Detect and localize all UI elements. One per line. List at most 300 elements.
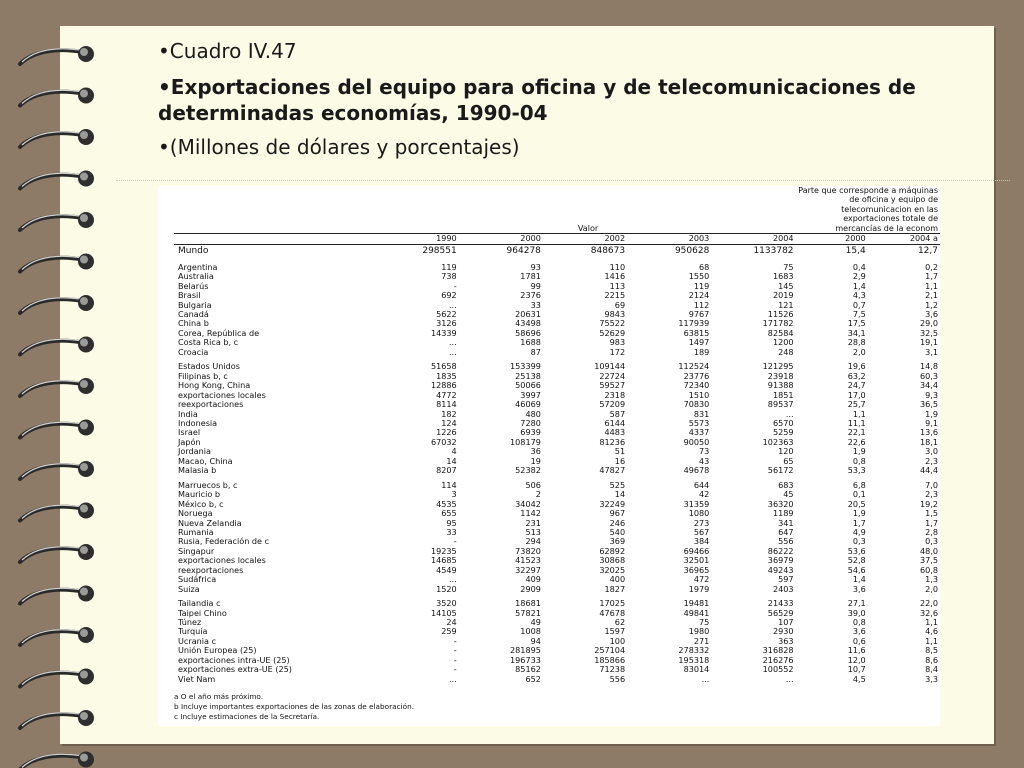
table-cell: 56172 (767, 466, 794, 476)
table-cell: 1688 (520, 338, 541, 348)
table-cell: 14,8 (919, 362, 938, 372)
table-cell: 19,6 (847, 362, 866, 372)
table-cell: 3997 (520, 390, 541, 400)
table-cell: 14685 (430, 556, 457, 566)
table-cell: 9767 (688, 309, 710, 319)
year-header: 2003 (627, 234, 711, 244)
table-cell: 52,8 (847, 556, 866, 566)
table-cell: 49841 (683, 608, 710, 618)
table-cell: 36,5 (919, 400, 938, 410)
table-cell: 5622 (436, 309, 457, 319)
table-cell: 189 (693, 347, 710, 357)
table-cell: 9843 (604, 309, 626, 319)
table-cell: 11,1 (847, 418, 866, 428)
table-cell: 4 (451, 447, 457, 457)
table-cell: 964278 (506, 245, 541, 256)
table-cell: 587 (609, 409, 626, 419)
table-cell: 2,0 (925, 584, 938, 594)
row-label: Brasil (178, 291, 201, 301)
binding-ring (20, 710, 94, 728)
table-title: •Exportaciones del equipo para oficina y de telecomunicaciones de determinadas economías, 1990-04 (158, 75, 916, 125)
table-cell: 32,5 (919, 328, 938, 338)
binding-ring (20, 212, 94, 230)
table-cell: 1851 (772, 390, 794, 400)
row-label: Costa Rica b, c (178, 338, 239, 348)
table-cell: 46069 (515, 400, 541, 410)
table-cell: 73 (699, 447, 710, 457)
table-cell: 45 (783, 490, 794, 500)
table-cell: 4535 (436, 499, 457, 509)
table-cell: 75 (699, 618, 710, 628)
table-cell: 47678 (599, 608, 626, 618)
table-cell: 24 (446, 618, 457, 628)
valor-header: Valor (381, 186, 796, 234)
table-cell: 59527 (599, 381, 626, 391)
table-cell: 3,1 (925, 347, 938, 357)
binding-ring (20, 669, 94, 687)
note-a: a O el año más próximo. (174, 692, 264, 701)
binding-ring (20, 88, 94, 106)
row-label: Singapur (178, 546, 215, 556)
table-cell: 9,3 (925, 390, 938, 400)
row-label: Canadá (178, 309, 209, 319)
table-cell: 34,1 (847, 328, 866, 338)
table-cell: 53,3 (847, 466, 866, 476)
table-cell: 950628 (674, 245, 710, 256)
table-cell: 89537 (767, 400, 794, 410)
table-cell: 51 (614, 447, 626, 457)
table-cell: - (453, 281, 457, 291)
table-cell: 52382 (515, 466, 541, 476)
table-cell: 525 (609, 480, 626, 490)
table-cell: 4549 (436, 565, 457, 575)
table-cell: 34,4 (919, 381, 938, 391)
table-cell: 6144 (604, 418, 626, 428)
table-cell: 1,7 (852, 518, 866, 528)
table-cell: 60,8 (919, 565, 938, 575)
table-cell: 8,4 (925, 665, 938, 675)
table-cell: 692 (441, 291, 457, 301)
table-number: •Cuadro IV.47 (158, 39, 297, 63)
table-cell: 8207 (436, 466, 457, 476)
table-cell: 53,6 (847, 546, 866, 556)
table-cell: - (453, 537, 457, 547)
table-cell: 738 (441, 272, 457, 282)
table-row (174, 447, 940, 456)
table-row (174, 310, 940, 319)
table-cell: 145 (778, 281, 794, 291)
table-cell: 3,0 (925, 447, 938, 457)
table-cell: 20631 (515, 309, 541, 319)
table-cell: 71238 (599, 665, 626, 675)
table-cell: 1200 (772, 338, 794, 348)
table-cell: - (453, 655, 457, 665)
table-cell: 273 (693, 518, 710, 528)
table-cell: 8,5 (925, 646, 938, 656)
table-row (174, 585, 940, 594)
table-cell: 112524 (678, 362, 710, 372)
table-row (174, 675, 940, 684)
table-cell: 316828 (762, 646, 794, 656)
table-cell: 72340 (683, 381, 710, 391)
year-header: 2004 a (868, 234, 940, 244)
table-cell: 9,1 (925, 418, 938, 428)
table-row (174, 244, 940, 258)
table-cell: 2,3 (925, 456, 938, 466)
table-cell: 31359 (683, 499, 710, 509)
table-cell: 3,3 (925, 674, 938, 684)
table-cell: 86222 (767, 546, 794, 556)
binding-ring (20, 420, 94, 438)
table-row (174, 272, 940, 281)
row-label: Indonesia (178, 418, 218, 428)
table-cell: 1,7 (925, 518, 938, 528)
row-label: Nueva Zelandia (178, 518, 242, 528)
table-cell: 683 (778, 480, 794, 490)
table-row (174, 466, 940, 475)
table-cell: 195318 (678, 655, 710, 665)
table-cell: 73820 (515, 546, 541, 556)
table-cell: 18681 (515, 599, 541, 609)
table-cell: 3126 (436, 319, 457, 329)
table-cell: 0,3 (925, 537, 938, 547)
table-cell: 63815 (683, 328, 710, 338)
table-cell: 21433 (767, 599, 794, 609)
table-cell: 513 (525, 527, 541, 537)
table-cell: 1,2 (925, 300, 938, 310)
table-cell: 1,1 (925, 636, 938, 646)
table-cell: 1,7 (925, 272, 938, 282)
table-row (174, 410, 940, 419)
table-cell: 19481 (683, 599, 710, 609)
table-cell: 281895 (510, 646, 541, 656)
row-label: Viet Nam (178, 674, 216, 684)
table-cell: 52629 (599, 328, 626, 338)
row-label: Sudáfrica (178, 575, 217, 585)
table-cell: 39,0 (847, 608, 866, 618)
data-table-image (158, 186, 940, 726)
table-row (174, 391, 940, 400)
table-row (174, 556, 940, 565)
table-cell: 19,1 (919, 338, 938, 348)
table-cell: 33 (530, 300, 541, 310)
exports-table (174, 186, 940, 684)
table-row (174, 519, 940, 528)
table-cell: 644 (693, 480, 710, 490)
table-cell: 121295 (762, 362, 794, 372)
year-header: 2002 (543, 234, 627, 244)
binding-ring (20, 378, 94, 396)
table-cell: 18,1 (919, 437, 938, 447)
table-cell: 2909 (520, 584, 541, 594)
row-label: China b (178, 319, 209, 329)
table-cell: 34042 (515, 499, 541, 509)
table-row (174, 301, 940, 310)
table-cell: 1520 (436, 584, 457, 594)
table-cell: 4,5 (852, 674, 866, 684)
table-row (174, 618, 940, 627)
table-cell: 1,4 (852, 281, 866, 291)
table-cell: 120 (778, 447, 794, 457)
table-cell: 90050 (683, 437, 710, 447)
row-label: Bulgaria (178, 300, 212, 310)
row-label: Tailandia c (178, 599, 221, 609)
table-cell: 384 (693, 537, 710, 547)
table-cell: 36965 (683, 565, 710, 575)
table-cell: 182 (441, 409, 457, 419)
note-b: b Incluye importantes exportaciones de las zonas de elaboración. (174, 701, 415, 711)
table-cell: 82584 (767, 328, 794, 338)
table-cell: 259 (441, 627, 457, 637)
table-cell: 1550 (688, 272, 710, 282)
row-label: Suiza (178, 584, 200, 594)
row-label: Túnez (178, 618, 202, 628)
table-cell: 16 (614, 456, 626, 466)
table-cell: 102363 (762, 437, 794, 447)
table-cell: 5573 (688, 418, 710, 428)
table-cell: 7280 (520, 418, 541, 428)
row-label: Israel (178, 428, 201, 438)
table-cell: 1416 (604, 272, 626, 282)
table-cell: ... (448, 575, 457, 585)
table-cell: 14 (614, 490, 626, 500)
row-label: Ucrania c (178, 636, 217, 646)
table-cell: 19235 (430, 546, 457, 556)
row-label: Marruecos b, c (178, 480, 238, 490)
table-cell: 99 (530, 281, 541, 291)
table-cell: 0,6 (852, 636, 866, 646)
table-cell: 2,8 (925, 527, 938, 537)
table-cell: 848673 (590, 245, 626, 256)
table-row (174, 362, 940, 371)
table-cell: 1008 (520, 627, 541, 637)
table-cell: 400 (609, 575, 626, 585)
row-label: exportaciones extra-UE (25) (178, 665, 292, 675)
table-cell: 12,7 (917, 245, 938, 256)
table-cell: 25138 (515, 371, 541, 381)
table-cell: 19 (530, 456, 541, 466)
table-cell: 119 (693, 281, 710, 291)
table-row (174, 419, 940, 428)
row-label: Corea, República de (178, 328, 260, 338)
divider-line (116, 180, 1010, 181)
table-cell: - (453, 636, 457, 646)
table-cell: 540 (609, 527, 626, 537)
table-cell: 33 (446, 527, 457, 537)
table-cell: 69 (614, 300, 626, 310)
table-cell: 65 (783, 456, 794, 466)
table-cell: 298551 (422, 245, 457, 256)
table-cell: 87 (530, 347, 541, 357)
table-cell: 32297 (515, 565, 541, 575)
table-cell: ... (448, 338, 457, 348)
row-label: Croacia (178, 347, 209, 357)
row-label: Rumania (178, 527, 214, 537)
table-cell: 58696 (515, 328, 541, 338)
row-label: Hong Kong, China (178, 381, 251, 391)
table-cell: 19,2 (919, 499, 938, 509)
table-cell: 2376 (520, 291, 541, 301)
table-cell: 43 (699, 456, 710, 466)
table-cell: 32249 (599, 499, 626, 509)
table-cell: 10,7 (847, 665, 866, 675)
row-label: Argentina (178, 262, 218, 272)
table-cell: ... (785, 409, 794, 419)
table-cell: 1835 (436, 371, 457, 381)
table-cell: 185866 (594, 655, 626, 665)
table-cell: 28,8 (847, 338, 866, 348)
table-cell: 32,6 (919, 608, 938, 618)
table-row (174, 481, 940, 490)
table-cell: 113 (609, 281, 626, 291)
table-cell: 0,4 (852, 262, 866, 272)
table-cell: 36320 (767, 499, 794, 509)
table-row (174, 637, 940, 646)
table-cell: 2403 (772, 584, 794, 594)
table-units: •(Millones de dólares y porcentajes) (158, 135, 520, 159)
table-cell: 1497 (688, 338, 710, 348)
table-row (174, 338, 940, 347)
table-cell: 22724 (599, 371, 626, 381)
table-cell: 506 (525, 480, 541, 490)
table-cell: 43498 (515, 319, 541, 329)
table-cell: 1,9 (852, 509, 866, 519)
table-cell: 1189 (772, 509, 794, 519)
table-cell: 2318 (604, 390, 626, 400)
table-cell: 49243 (767, 565, 794, 575)
table-cell: 41523 (515, 556, 541, 566)
table-cell: 50066 (515, 381, 541, 391)
table-row (174, 656, 940, 665)
table-cell: 63,2 (847, 371, 866, 381)
table-cell: 49 (530, 618, 541, 628)
table-cell: 8114 (436, 400, 457, 410)
table-cell: 29,0 (919, 319, 938, 329)
table-row (174, 319, 940, 328)
table-cell: 36 (530, 447, 541, 457)
table-cell: 647 (778, 527, 794, 537)
binding-ring (20, 752, 94, 768)
table-cell: 363 (778, 636, 794, 646)
table-cell: 983 (609, 338, 626, 348)
table-cell: 95 (446, 518, 457, 528)
table-cell: 69466 (683, 546, 710, 556)
table-cell: 24,7 (847, 381, 866, 391)
table-cell: 47827 (599, 466, 626, 476)
table-cell: ... (448, 674, 457, 684)
table-cell: 12,0 (847, 655, 866, 665)
table-row (174, 348, 940, 357)
table-cell: 114 (441, 480, 457, 490)
row-label: India (178, 409, 198, 419)
table-cell: 0,3 (852, 537, 866, 547)
binding-ring (20, 503, 94, 521)
table-cell: 172 (609, 347, 626, 357)
table-cell: 3520 (436, 599, 457, 609)
table-cell: 480 (525, 409, 541, 419)
table-cell: 14339 (430, 328, 457, 338)
table-cell: 60,3 (919, 371, 938, 381)
table-cell: 14105 (430, 608, 457, 618)
year-header: 1990 (381, 234, 459, 244)
year-header: 2000 (459, 234, 543, 244)
table-cell: 22,6 (847, 437, 866, 447)
table-row (174, 509, 940, 518)
table-cell: 6,8 (852, 480, 866, 490)
table-cell: 17,5 (847, 319, 866, 329)
table-cell: 1,9 (925, 409, 938, 419)
table-row (174, 291, 940, 300)
table-cell: 1,9 (852, 447, 866, 457)
table-cell: 75 (783, 262, 794, 272)
table-cell: 1,1 (925, 281, 938, 291)
table-cell: 32025 (599, 565, 626, 575)
table-cell: 556 (778, 537, 794, 547)
table-cell: 117939 (678, 319, 710, 329)
table-cell: 100552 (762, 665, 794, 675)
table-cell: 4772 (436, 390, 457, 400)
table-cell: 11526 (767, 309, 794, 319)
table-cell: 472 (693, 575, 710, 585)
binding-ring (20, 254, 94, 272)
table-cell: 196733 (510, 655, 541, 665)
table-cell: 1226 (436, 428, 457, 438)
table-cell: 107 (778, 618, 794, 628)
binding-ring (20, 337, 94, 355)
table-cell: 44,4 (919, 466, 938, 476)
table-cell: 257104 (594, 646, 626, 656)
table-cell: 2124 (688, 291, 710, 301)
table-cell: 100 (609, 636, 626, 646)
row-label: reexportaciones (178, 565, 244, 575)
table-cell: 831 (693, 409, 710, 419)
table-cell: 4,9 (852, 527, 866, 537)
table-cell: 2215 (604, 291, 626, 301)
binding-ring (20, 461, 94, 479)
table-cell: 22,0 (919, 599, 938, 609)
row-label: Jordania (178, 447, 211, 457)
table-cell: 108179 (510, 437, 541, 447)
table-cell: 7,0 (925, 480, 938, 490)
table-cell: 30868 (599, 556, 626, 566)
table-cell: 294 (525, 537, 541, 547)
table-cell: 248 (778, 347, 794, 357)
row-label: Malasia b (178, 466, 217, 476)
year-header: 2004 (711, 234, 795, 244)
table-cell: 23918 (767, 371, 794, 381)
table-cell: 1781 (520, 272, 541, 282)
table-cell: 75522 (599, 319, 626, 329)
table-cell: 81236 (599, 437, 626, 447)
table-cell: 3,6 (925, 309, 938, 319)
table-cell: 23776 (683, 371, 710, 381)
table-row (174, 575, 940, 584)
table-cell: 409 (525, 575, 541, 585)
table-cell: 246 (609, 518, 626, 528)
table-cell: 4483 (604, 428, 626, 438)
table-cell: 171782 (762, 319, 794, 329)
table-cell: 2 (535, 490, 541, 500)
table-row (174, 263, 940, 272)
table-cell: 153399 (510, 362, 541, 372)
table-cell: ... (785, 674, 794, 684)
table-cell: 49678 (683, 466, 710, 476)
table-cell: 112 (693, 300, 710, 310)
table-cell: 5259 (772, 428, 794, 438)
table-cell: 110 (609, 262, 626, 272)
table-cell: 1827 (604, 584, 626, 594)
table-row (174, 428, 940, 437)
